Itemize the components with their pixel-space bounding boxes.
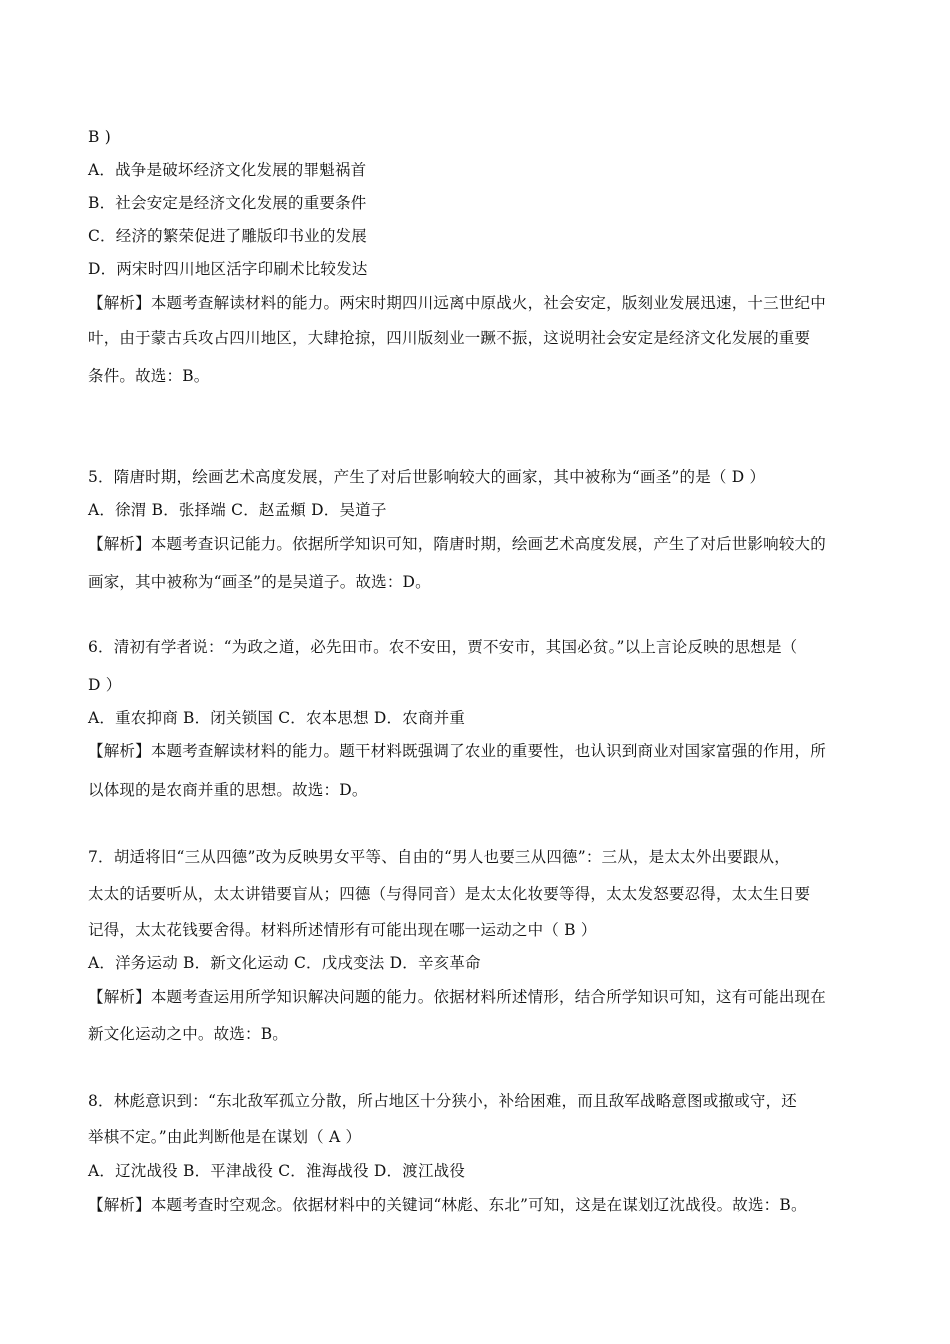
- q6-analysis-line: 以体现的是农商并重的思想。故选：D。: [88, 781, 368, 799]
- q4-option-a: A．战争是破坏经济文化发展的罪魁祸首: [88, 161, 367, 179]
- analysis-tag: 【解析】: [88, 1196, 151, 1214]
- q4-option-d: D．两宋时四川地区活字印刷术比较发达: [88, 260, 368, 278]
- q4-analysis-line: 叶，由于蒙古兵攻占四川地区，大肆抢掠，四川版刻业一蹶不振，这说明社会安定是经济文化发展的重要: [88, 329, 811, 347]
- q6-question-line: D ）: [88, 676, 122, 694]
- q7-question-line: 记得，太太花钱要舍得。材料所述情形有可能出现在哪一运动之中（ B ）: [88, 921, 597, 939]
- q4-option-b: B．社会安定是经济文化发展的重要条件: [88, 194, 367, 212]
- q5-question: 5．隋唐时期，绘画艺术高度发展，产生了对后世影响较大的画家，其中被称为“画圣”的是（ D ）: [88, 468, 766, 486]
- analysis-text: 本题考查时空观念。依据材料中的关键词“林彪、东北”可知，这是在谋划辽沈战役。故选：B。: [150, 1196, 807, 1214]
- analysis-tag: 【解析】: [88, 988, 151, 1006]
- q6-analysis-line: [88, 740, 878, 762]
- analysis-tag: 【解析】: [88, 742, 151, 760]
- q4-analysis-line: 条件。故选：B。: [88, 367, 210, 385]
- q7-question-line: 太太的话要听从，太太讲错要盲从；四德（与得同音）是太太化妆要等得，太太发怒要忍得，太太生日要: [88, 885, 811, 903]
- analysis-tag: 【解析】: [88, 294, 151, 312]
- q6-options: A．重农抑商 B．闭关锁国 C．农本思想 D．农商并重: [88, 709, 466, 727]
- q8-question-line: 举棋不定。”由此判断他是在谋划（ A ）: [88, 1128, 362, 1146]
- q5-options: A．徐渭 B．张择端 C．赵孟頫 D．吴道子: [88, 501, 387, 519]
- q7-analysis-line: 新文化运动之中。故选：B。: [88, 1025, 288, 1043]
- q8-question-line: 8．林彪意识到：“东北敌军孤立分散，所占地区十分狭小，补给困难，而且敌军战略意图或撤或守，还: [88, 1092, 797, 1110]
- analysis-text: 本题考查解读材料的能力。两宋时期四川远离中原战火，社会安定，版刻业发展迅速，十三世纪中: [150, 294, 826, 312]
- q4-analysis-line: [88, 292, 878, 314]
- q4-answer-tail: B ): [88, 128, 111, 146]
- q7-question-line: 7．胡适将旧“三从四德”改为反映男女平等、自由的“男人也要三从四德”：三从，是太太外出要跟从，: [88, 848, 790, 866]
- analysis-text: 本题考查运用所学知识解决问题的能力。依据材料所述情形，结合所学知识可知，这有可能出现在: [150, 988, 826, 1006]
- q6-question-line: 6．清初有学者说：“为政之道，必先田市。农不安田，贾不安市，其国必贫。”以上言论反映的思想是（: [88, 638, 798, 656]
- q5-analysis-line: 画家，其中被称为“画圣”的是吴道子。故选：D。: [88, 573, 431, 591]
- analysis-tag: 【解析】: [88, 535, 151, 553]
- q8-options: A．辽沈战役 B．平津战役 C．淮海战役 D．渡江战役: [88, 1162, 466, 1180]
- analysis-text: 本题考查识记能力。依据所学知识可知，隋唐时期，绘画艺术高度发展，产生了对后世影响较大的: [150, 535, 826, 553]
- q4-option-c: C．经济的繁荣促进了雕版印书业的发展: [88, 227, 367, 245]
- q7-options: A．洋务运动 B．新文化运动 C．戊戌变法 D．辛亥革命: [88, 954, 481, 972]
- q5-analysis-line: [88, 533, 878, 555]
- q7-analysis-line: [88, 986, 878, 1008]
- q8-analysis-line: [88, 1194, 878, 1216]
- analysis-text: 本题考查解读材料的能力。题干材料既强调了农业的重要性，也认识到商业对国家富强的作用，所: [150, 742, 826, 760]
